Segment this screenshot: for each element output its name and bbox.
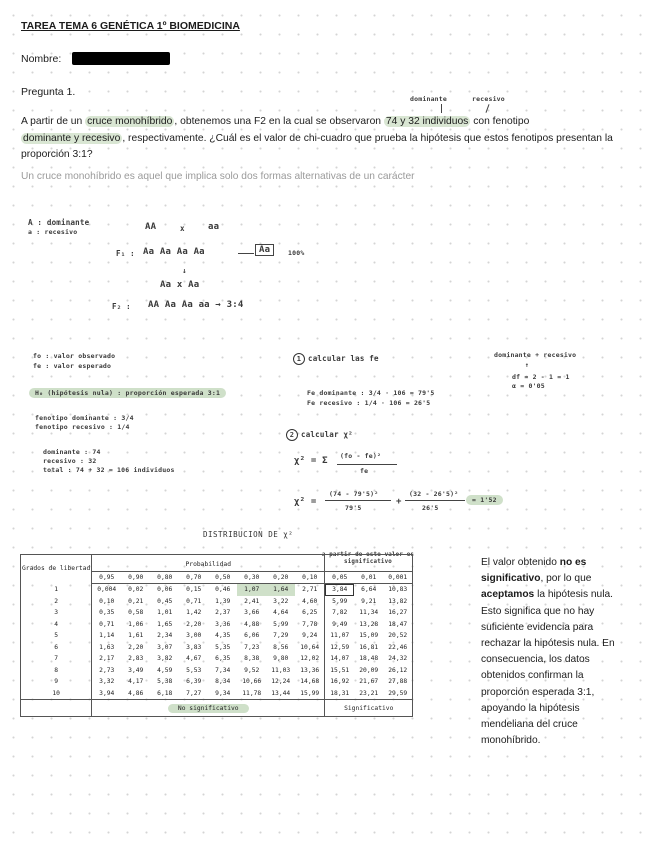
table-row bbox=[21, 665, 413, 677]
value-cell: 9,80 bbox=[273, 655, 289, 663]
value-cell: 4,67 bbox=[186, 655, 202, 663]
value-cell: 2,17 bbox=[99, 655, 115, 663]
value-cell: 23,21 bbox=[359, 689, 379, 697]
value-cell: 11,78 bbox=[242, 689, 262, 697]
f1-percent: 100% bbox=[288, 249, 305, 257]
value-cell: 5,99 bbox=[325, 596, 355, 608]
question-text: A partir de un cruce monohíbrido , obtenemos una F2 en la cual se observaron 74 y 32 individuos con fenotipo dominante y recesivo , respectivamente. ¿Cuál es el valor de chi-cuadro que prueba la hipótesis que estos fenotipos presentan la proporción 3:1? bbox=[21, 116, 613, 160]
note-h0: H₀ (hipótesis nula) : proporción esperada 3:1 bbox=[29, 388, 226, 398]
chi-formula-den: fe bbox=[360, 467, 369, 475]
df-cell: 3 bbox=[21, 607, 92, 619]
legend-recessive: a : recesivo bbox=[28, 228, 78, 236]
df-cell: 2 bbox=[21, 596, 92, 608]
prob-header-cell: 0,05 bbox=[325, 571, 355, 584]
annot-dominante: dominante bbox=[410, 95, 448, 103]
value-cell: 4,17 bbox=[128, 678, 144, 686]
footer-significant: Significativo bbox=[325, 700, 413, 717]
annot-arrow-2 bbox=[485, 104, 489, 113]
value-cell: 18,31 bbox=[325, 688, 355, 700]
value-cell: 3,94 bbox=[99, 689, 115, 697]
df-cell: 8 bbox=[21, 665, 92, 677]
value-cell: 3,84 bbox=[325, 584, 355, 596]
table-row bbox=[21, 584, 413, 596]
value-cell: 1,39 bbox=[215, 597, 231, 605]
value-cell: 13,82 bbox=[383, 596, 413, 608]
parent-aa: aa bbox=[208, 222, 220, 232]
value-cell: 7,34 bbox=[215, 666, 231, 674]
page-title: TAREA TEMA 6 GENÉTICA 1º BIOMEDICINA bbox=[21, 20, 240, 32]
value-cell: 7,82 bbox=[325, 607, 355, 619]
value-cell: 7,29 bbox=[273, 632, 289, 640]
value-cell: 0,15 bbox=[186, 586, 202, 594]
table-annotation: a partir de este valor es significativo bbox=[321, 552, 415, 565]
value-cell: 0,71 bbox=[99, 620, 115, 628]
value-cell: 15,99 bbox=[300, 689, 320, 697]
note-rec-n: recesivo : 32 bbox=[43, 457, 97, 465]
value-cell: 1,06 bbox=[128, 620, 144, 628]
value-cell: 3,22 bbox=[273, 597, 289, 605]
conclusion-text: El valor obtenido no es significativo, por lo que aceptamos la hipótesis nula. Esto significa que no hay suficiente evidencia para rechazar la hipótesis nula. En consecuencia, los datos obtenidos confirman la proporción esperada 3:1, apoyando la hipótesis mendeliana del cruce monohíbrido. bbox=[481, 557, 615, 747]
value-cell: 9,52 bbox=[244, 666, 260, 674]
value-cell: 16,92 bbox=[325, 676, 355, 688]
value-cell: 14,68 bbox=[300, 678, 320, 686]
value-cell: 16,27 bbox=[383, 607, 413, 619]
prob-header-cell: 0,10 bbox=[295, 571, 325, 584]
value-cell: 9,34 bbox=[215, 689, 231, 697]
value-cell: 0,35 bbox=[99, 609, 115, 617]
redacted-name bbox=[72, 52, 170, 65]
value-cell: 0,02 bbox=[128, 586, 144, 594]
df-cell: 1 bbox=[21, 584, 92, 596]
value-cell: 10,66 bbox=[242, 678, 262, 686]
value-cell: 1,14 bbox=[99, 632, 115, 640]
value-cell: 3,83 bbox=[186, 643, 202, 651]
chi-result: = 1'52 bbox=[466, 495, 503, 505]
chi-formula-lhs: χ² = Σ bbox=[294, 456, 328, 466]
value-cell: 8,38 bbox=[244, 655, 260, 663]
value-cell: 5,99 bbox=[273, 620, 289, 628]
value-cell: 0,21 bbox=[128, 597, 144, 605]
note-fen-dom: fenotipo dominante : 3/4 bbox=[35, 414, 134, 422]
value-cell: 4,86 bbox=[128, 689, 144, 697]
value-cell: 5,53 bbox=[186, 666, 202, 674]
name-label: Nombre: bbox=[21, 53, 62, 65]
legend-dominant: A : dominante bbox=[28, 218, 90, 227]
note-dom-n: dominante : 74 bbox=[43, 448, 101, 456]
value-cell: 29,59 bbox=[383, 688, 413, 700]
df-cell: 6 bbox=[21, 642, 92, 654]
value-cell: 2,20 bbox=[128, 643, 144, 651]
step2-heading: 2 calcular χ² bbox=[286, 429, 353, 441]
prob-header-cell: 0,001 bbox=[383, 571, 413, 584]
table-footer bbox=[21, 700, 413, 717]
df-cell: 7 bbox=[21, 653, 92, 665]
value-cell: 0,71 bbox=[186, 597, 202, 605]
chi-calc-den1: 79'5 bbox=[345, 504, 362, 512]
value-cell: 27,88 bbox=[383, 676, 413, 688]
value-cell: 10,64 bbox=[300, 643, 320, 651]
gl-alpha: α = 0'05 bbox=[512, 382, 545, 390]
value-cell: 5,38 bbox=[157, 678, 173, 686]
value-cell: 0,58 bbox=[128, 609, 144, 617]
down-arrow: ↓ bbox=[182, 266, 187, 275]
table-title: DISTRIBUCION DE χ² bbox=[203, 530, 294, 539]
note-fen-rec: fenotipo recesivo : 1/4 bbox=[35, 423, 130, 431]
prob-header-cell: 0,50 bbox=[208, 571, 237, 584]
value-cell: 26,12 bbox=[383, 665, 413, 677]
prob-header-cell: 0,30 bbox=[237, 571, 266, 584]
value-cell: 3,66 bbox=[244, 609, 260, 617]
chi-calc-bar1 bbox=[325, 500, 391, 501]
prob-header-cell: 0,70 bbox=[179, 571, 208, 584]
prob-header-cell: 0,90 bbox=[121, 571, 150, 584]
annot-recesivo: recesivo bbox=[472, 95, 505, 103]
value-cell: 0,45 bbox=[157, 597, 173, 605]
value-cell: 8,34 bbox=[215, 678, 231, 686]
table-row bbox=[21, 642, 413, 654]
col-gl-header: Grados de libertad bbox=[21, 555, 92, 584]
value-cell: 9,24 bbox=[302, 632, 318, 640]
value-cell: 4,35 bbox=[215, 632, 231, 640]
footer-empty bbox=[21, 700, 92, 717]
value-cell: 4,60 bbox=[302, 597, 318, 605]
question-label: Pregunta 1. bbox=[21, 86, 76, 98]
value-cell: 3,82 bbox=[157, 655, 173, 663]
value-cell: 0,004 bbox=[97, 586, 117, 594]
value-cell: 12,24 bbox=[271, 678, 291, 686]
fe-dominant: Fe dominante : 3/4 · 106 = 79'5 bbox=[307, 389, 435, 397]
f1-label: F₁ : bbox=[116, 249, 135, 258]
value-cell: 9,49 bbox=[325, 619, 355, 631]
value-cell: 2,73 bbox=[99, 666, 115, 674]
f1-arrow bbox=[238, 253, 254, 254]
note-total: total : 74 + 32 = 106 individuos bbox=[43, 466, 175, 474]
value-cell: 5,35 bbox=[215, 643, 231, 651]
value-cell: 1,01 bbox=[157, 609, 173, 617]
value-cell: 3,49 bbox=[128, 666, 144, 674]
value-cell: 8,56 bbox=[273, 643, 289, 651]
value-cell: 6,35 bbox=[215, 655, 231, 663]
chi-calc-num1: (74 - 79'5)² bbox=[329, 490, 379, 498]
value-cell: 1,07 bbox=[237, 584, 266, 596]
note-fo: fo : valor observado bbox=[33, 352, 116, 360]
value-cell: 6,06 bbox=[244, 632, 260, 640]
value-cell: 0,46 bbox=[215, 586, 231, 594]
value-cell: 2,83 bbox=[128, 655, 144, 663]
footer-not-significant bbox=[92, 700, 325, 717]
value-cell: 2,20 bbox=[186, 620, 202, 628]
f1-self-cross: Aa x Aa bbox=[160, 280, 200, 290]
value-cell: 9,21 bbox=[361, 597, 377, 605]
value-cell: 1,61 bbox=[128, 632, 144, 640]
value-cell: 4,59 bbox=[157, 666, 173, 674]
value-cell: 7,23 bbox=[244, 643, 260, 651]
f2-label: F₂ : bbox=[112, 302, 131, 311]
value-cell: 2,34 bbox=[157, 632, 173, 640]
prob-header-cell: 0,20 bbox=[266, 571, 295, 584]
chi-calc-plus: + bbox=[396, 497, 402, 507]
value-cell: 7,78 bbox=[302, 620, 318, 628]
value-cell: 4,88 bbox=[244, 620, 260, 628]
not-significant-label: No significativo bbox=[168, 704, 249, 713]
step1-heading: 1 calcular las fe bbox=[293, 353, 379, 365]
table-row bbox=[21, 619, 413, 631]
chi-calc-num2: (32 - 26'5)² bbox=[409, 490, 459, 498]
prob-header-cell: 0,01 bbox=[354, 571, 383, 584]
value-cell: 21,67 bbox=[359, 678, 379, 686]
value-cell: 3,07 bbox=[157, 643, 173, 651]
prob-header-cell: 0,80 bbox=[150, 571, 179, 584]
value-cell: 2,71 bbox=[302, 586, 318, 594]
value-cell: 11,34 bbox=[359, 609, 379, 617]
chi-calc-lhs: χ² = bbox=[294, 497, 317, 507]
value-cell: 1,65 bbox=[157, 620, 173, 628]
value-cell: 7,27 bbox=[186, 689, 202, 697]
value-cell: 2,37 bbox=[215, 609, 231, 617]
f1-offspring: Aa Aa Aa Aa bbox=[143, 247, 205, 257]
definition-text: Un cruce monohíbrido es aquel que implica solo dos formas alternativas de un carácter bbox=[21, 171, 415, 182]
f2-offspring: AA Aa Aa aa → 3:4 bbox=[148, 300, 244, 310]
df-cell: 10 bbox=[21, 688, 92, 700]
value-cell: 6,25 bbox=[302, 609, 318, 617]
value-cell: 6,64 bbox=[361, 586, 377, 594]
value-cell: 20,09 bbox=[359, 666, 379, 674]
gl-arrow: ↑ bbox=[525, 361, 530, 369]
fe-recessive: Fe recesivo : 1/4 · 106 = 26'5 bbox=[307, 399, 431, 407]
value-cell: 14,07 bbox=[325, 653, 355, 665]
value-cell: 1,64 bbox=[266, 584, 295, 596]
chi-formula-num: (fo - fe)² bbox=[340, 452, 382, 460]
value-cell: 0,10 bbox=[99, 597, 115, 605]
table-row bbox=[21, 676, 413, 688]
value-cell: 1,42 bbox=[186, 609, 202, 617]
value-cell: 1,63 bbox=[99, 643, 115, 651]
table-row bbox=[21, 596, 413, 608]
value-cell: 11,03 bbox=[271, 666, 291, 674]
annot-arrow-1 bbox=[441, 104, 442, 113]
value-cell: 13,36 bbox=[300, 666, 320, 674]
value-cell: 3,00 bbox=[186, 632, 202, 640]
prob-header-cell: 0,95 bbox=[92, 571, 122, 584]
value-cell: 20,52 bbox=[383, 630, 413, 642]
cross-x: x bbox=[180, 224, 185, 233]
value-cell: 15,09 bbox=[359, 632, 379, 640]
value-cell: 12,59 bbox=[325, 642, 355, 654]
value-cell: 13,28 bbox=[359, 620, 379, 628]
value-cell: 15,51 bbox=[325, 665, 355, 677]
table-row bbox=[21, 653, 413, 665]
df-cell: 4 bbox=[21, 619, 92, 631]
value-cell: 3,32 bbox=[99, 678, 115, 686]
parent-AA: AA bbox=[145, 222, 157, 232]
value-cell: 22,46 bbox=[383, 642, 413, 654]
table-row bbox=[21, 630, 413, 642]
value-cell: 12,02 bbox=[300, 655, 320, 663]
chi-square-table bbox=[20, 554, 413, 717]
value-cell: 3,36 bbox=[215, 620, 231, 628]
value-cell: 2,41 bbox=[244, 597, 260, 605]
gl-df: df = 2 - 1 = 1 bbox=[512, 373, 570, 381]
value-cell: 0,06 bbox=[157, 586, 173, 594]
chi-calc-den2: 26'5 bbox=[422, 504, 439, 512]
f1-boxed: Aa bbox=[255, 244, 274, 256]
note-fe: fe : valor esperado bbox=[33, 362, 112, 370]
table-row bbox=[21, 688, 413, 700]
value-cell: 6,39 bbox=[186, 678, 202, 686]
value-cell: 24,32 bbox=[383, 653, 413, 665]
gl-title: dominante + recesivo bbox=[494, 351, 577, 359]
value-cell: 16,81 bbox=[359, 643, 379, 651]
chi-calc-bar2 bbox=[405, 500, 465, 501]
df-cell: 9 bbox=[21, 676, 92, 688]
col-prob-sig bbox=[325, 555, 413, 572]
value-cell: 4,64 bbox=[273, 609, 289, 617]
value-cell: 18,47 bbox=[383, 619, 413, 631]
col-prob-header: Probabilidad bbox=[92, 555, 325, 572]
value-cell: 13,44 bbox=[271, 689, 291, 697]
table-row bbox=[21, 607, 413, 619]
value-cell: 11,07 bbox=[325, 630, 355, 642]
chi-formula-bar bbox=[337, 464, 397, 465]
df-cell: 5 bbox=[21, 630, 92, 642]
value-cell: 18,48 bbox=[359, 655, 379, 663]
value-cell: 6,18 bbox=[157, 689, 173, 697]
value-cell: 10,83 bbox=[383, 584, 413, 596]
